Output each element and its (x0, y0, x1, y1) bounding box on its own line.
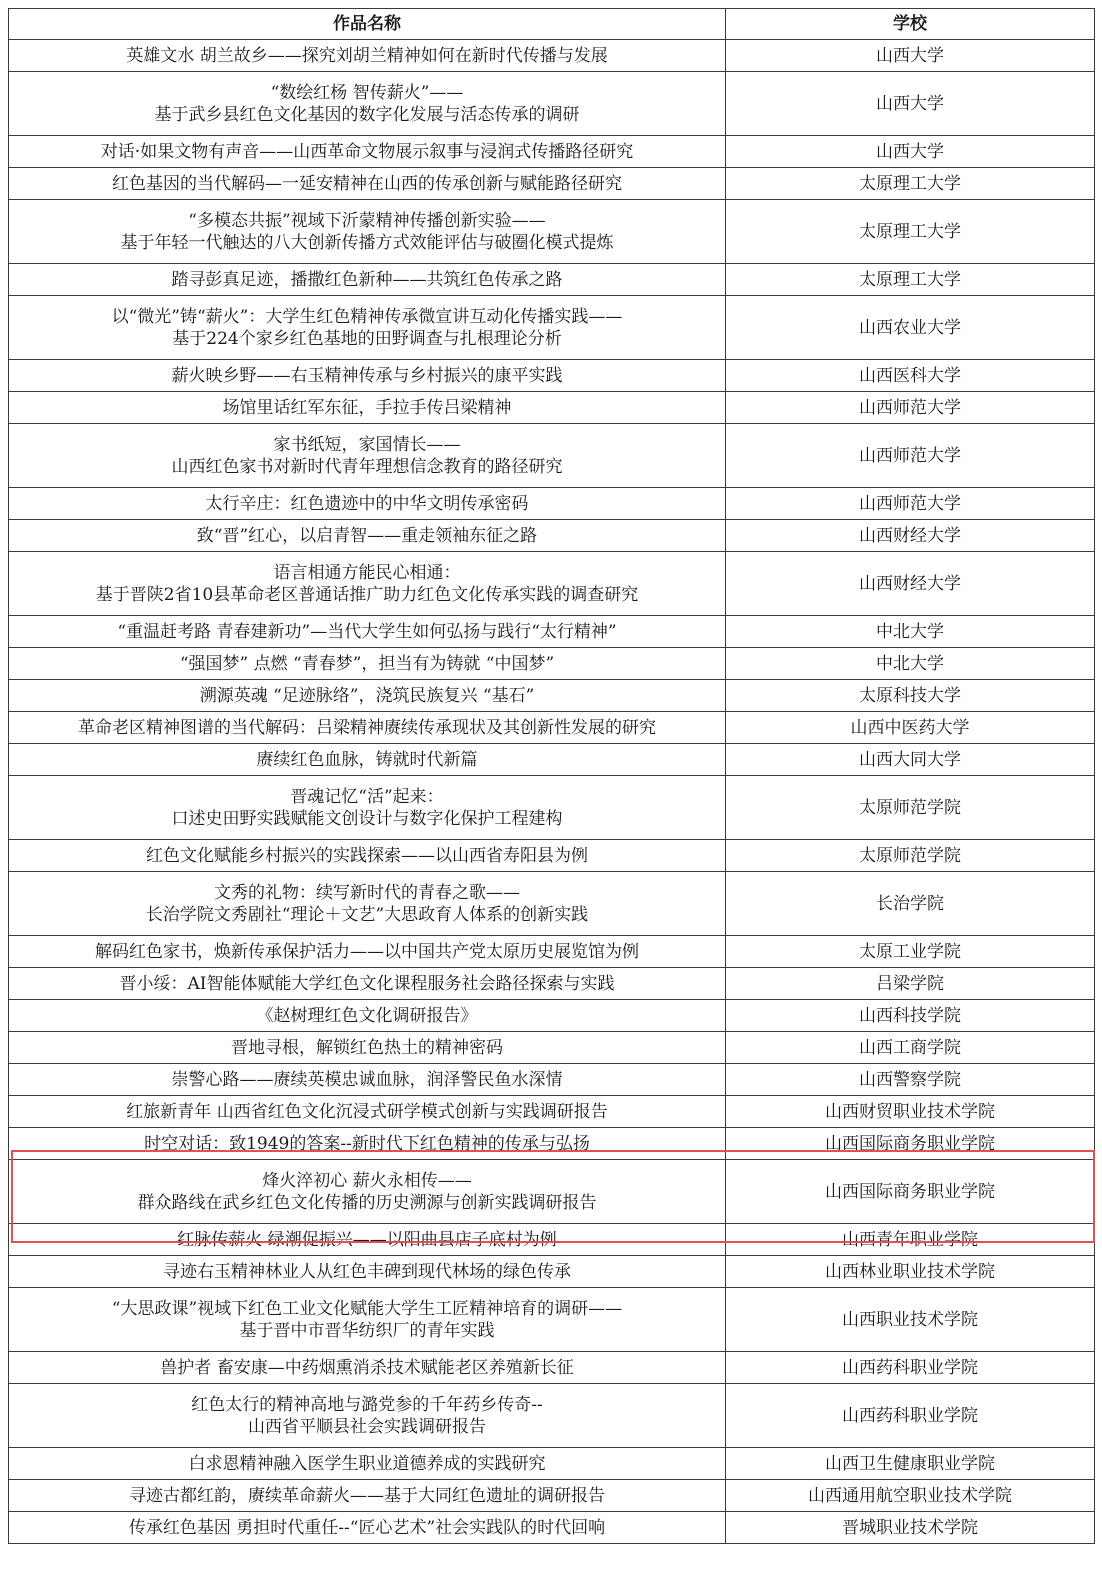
work-title-line: 英雄文水 胡兰故乡——探究刘胡兰精神如何在新时代传播与发展 (126, 45, 608, 66)
work-title-cell (9, 968, 726, 1000)
work-title-cell (9, 488, 726, 520)
work-title-cell (9, 1128, 726, 1160)
work-title-line: 红旅新青年 山西省红色文化沉浸式研学模式创新与实践调研报告 (126, 1101, 608, 1122)
work-title-line: 红色基因的当代解码—一延安精神在山西的传承创新与赋能路径研究 (112, 173, 622, 194)
work-title-cell (9, 264, 726, 296)
table-row (9, 488, 1095, 520)
work-title-cell (9, 1224, 726, 1256)
work-title-line: 太行辛庄：红色遗迹中的中华文明传承密码 (205, 493, 529, 514)
table-row (9, 1256, 1095, 1288)
school-cell: 中北大学 (726, 616, 1095, 648)
school-cell: 山西药科职业学院 (726, 1352, 1095, 1384)
header-school: 学校 (726, 9, 1095, 40)
work-title-cell (9, 40, 726, 72)
work-title-cell (9, 424, 726, 488)
school-cell: 山西财经大学 (726, 552, 1095, 616)
work-title-line: 基于晋陕2省10县革命老区普通话推广助力红色文化传承实践的调查研究 (95, 584, 639, 605)
table-row (9, 296, 1095, 360)
work-title-line: 长治学院文秀剧社“理论＋文艺”大思政育人体系的创新实践 (145, 904, 589, 925)
table-row (9, 520, 1095, 552)
work-title-cell (9, 520, 726, 552)
school-cell: 山西大学 (726, 72, 1095, 136)
school-cell: 山西农业大学 (726, 296, 1095, 360)
work-title-line: 场馆里话红军东征，手拉手传吕梁精神 (222, 397, 512, 418)
table-row (9, 680, 1095, 712)
school-cell: 山西师范大学 (726, 424, 1095, 488)
work-title-line: 红色文化赋能乡村振兴的实践探索——以山西省寿阳县为例 (146, 845, 588, 866)
work-title-line: 烽火淬初心 薪火永相传—— (262, 1170, 472, 1191)
work-title-line: “数绘红杨 智传薪火”—— (270, 82, 464, 103)
table-row (9, 872, 1095, 936)
work-title-line: 家书纸短，家国情长—— (273, 434, 461, 455)
work-title-line: 踏寻彭真足迹，播撒红色新种——共筑红色传承之路 (171, 269, 563, 290)
table-row (9, 1160, 1095, 1224)
table-row (9, 1032, 1095, 1064)
table-row (9, 1224, 1095, 1256)
work-title-cell (9, 1288, 726, 1352)
table-row (9, 264, 1095, 296)
work-title-cell (9, 872, 726, 936)
work-title-cell (9, 1512, 726, 1544)
table-row (9, 72, 1095, 136)
table-row (9, 360, 1095, 392)
header-row (9, 9, 1095, 40)
school-cell: 山西警察学院 (726, 1064, 1095, 1096)
work-title-cell (9, 136, 726, 168)
work-title-line: 寻迹右玉精神林业人从红色丰碑到现代林场的绿色传承 (163, 1261, 571, 1282)
work-title-line: “强国梦” 点燃 “青春梦”，担当有为铸就 “中国梦” (179, 653, 555, 674)
school-cell: 山西师范大学 (726, 392, 1095, 424)
work-title-line: 赓续红色血脉，铸就时代新篇 (256, 749, 478, 770)
work-title-line: 晋魂记忆“活”起来： (290, 786, 444, 807)
school-cell: 太原师范学院 (726, 776, 1095, 840)
work-title-cell (9, 776, 726, 840)
work-title-line: 解码红色家书，焕新传承保护活力——以中国共产党太原历史展览馆为例 (95, 941, 639, 962)
work-title-line: 崇警心路——赓续英模忠诚血脉，润泽警民鱼水深情 (171, 1069, 563, 1090)
school-cell: 太原理工大学 (726, 264, 1095, 296)
school-cell: 山西国际商务职业学院 (726, 1160, 1095, 1224)
work-title-cell (9, 1352, 726, 1384)
school-cell: 山西大学 (726, 136, 1095, 168)
table-row (9, 616, 1095, 648)
work-title-line: 溯源英魂 “足迹脉络”，浇筑民族复兴 “基石” (199, 685, 535, 706)
work-title-cell (9, 1256, 726, 1288)
table-row (9, 1384, 1095, 1448)
work-title-cell (9, 360, 726, 392)
school-cell: 太原工业学院 (726, 936, 1095, 968)
school-cell: 山西林业职业技术学院 (726, 1256, 1095, 1288)
school-cell: 山西医科大学 (726, 360, 1095, 392)
school-cell: 太原科技大学 (726, 680, 1095, 712)
work-title-line: 革命老区精神图谱的当代解码：吕梁精神赓续传承现状及其创新性发展的研究 (78, 717, 656, 738)
table-row (9, 744, 1095, 776)
work-title-line: “多模态共振”视域下沂蒙精神传播创新实验—— (188, 210, 546, 231)
school-cell: 山西师范大学 (726, 488, 1095, 520)
table-row (9, 200, 1095, 264)
school-cell: 山西职业技术学院 (726, 1288, 1095, 1352)
work-title-cell (9, 1096, 726, 1128)
table-row (9, 1000, 1095, 1032)
school-cell: 太原理工大学 (726, 200, 1095, 264)
work-title-line: 基于武乡县红色文化基因的数字化发展与活态传承的调研 (154, 104, 580, 125)
school-cell: 山西财经大学 (726, 520, 1095, 552)
work-title-line: 时空对话：致1949的答案--新时代下红色精神的传承与弘扬 (144, 1133, 590, 1154)
school-cell: 山西大学 (726, 40, 1095, 72)
table-row (9, 936, 1095, 968)
work-title-line: 基于224个家乡红色基地的田野调查与扎根理论分析 (172, 328, 562, 349)
work-title-line: 寻迹古都红韵，赓续革命薪火——基于大同红色遗址的调研报告 (129, 1485, 605, 1506)
work-title-line: 薪火映乡野——右玉精神传承与乡村振兴的康平实践 (171, 365, 563, 386)
work-title-cell (9, 168, 726, 200)
school-cell: 山西国际商务职业学院 (726, 1128, 1095, 1160)
table-row (9, 1096, 1095, 1128)
work-title-cell (9, 72, 726, 136)
work-title-cell (9, 1448, 726, 1480)
work-title-cell (9, 1064, 726, 1096)
work-title-line: 红色太行的精神高地与潞党参的千年药乡传奇-- (191, 1394, 543, 1415)
school-cell: 太原师范学院 (726, 840, 1095, 872)
school-cell: 山西大同大学 (726, 744, 1095, 776)
table-row (9, 1352, 1095, 1384)
table-row (9, 40, 1095, 72)
work-title-cell (9, 1160, 726, 1224)
table-row (9, 1128, 1095, 1160)
work-title-line: 白求恩精神融入医学生职业道德养成的实践研究 (188, 1453, 546, 1474)
school-cell: 山西财贸职业技术学院 (726, 1096, 1095, 1128)
work-title-cell (9, 392, 726, 424)
work-title-line: 对话·如果文物有声音——山西革命文物展示叙事与浸润式传播路径研究 (100, 141, 634, 162)
table-row (9, 1512, 1095, 1544)
work-title-line: 晋小绥：AI智能体赋能大学红色文化课程服务社会路径探索与实践 (119, 973, 615, 994)
work-title-cell (9, 840, 726, 872)
school-cell: 长治学院 (726, 872, 1095, 936)
work-title-line: 山西红色家书对新时代青年理想信念教育的路径研究 (171, 456, 563, 477)
school-cell: 山西工商学院 (726, 1032, 1095, 1064)
table-row (9, 424, 1095, 488)
school-cell: 山西中医药大学 (726, 712, 1095, 744)
school-cell: 山西卫生健康职业学院 (726, 1448, 1095, 1480)
school-cell: 山西科技学院 (726, 1000, 1095, 1032)
work-title-cell (9, 936, 726, 968)
work-title-line: 口述史田野实践赋能文创设计与数字化保护工程建构 (171, 808, 563, 829)
school-cell: 山西青年职业学院 (726, 1224, 1095, 1256)
work-title-cell (9, 296, 726, 360)
work-title-line: 兽护者 畜安康—中药烟熏消杀技术赋能老区养殖新长征 (160, 1357, 574, 1378)
table-row (9, 1480, 1095, 1512)
school-cell: 晋城职业技术学院 (726, 1512, 1095, 1544)
work-title-line: “重温赶考路 青春建新功”—当代大学生如何弘扬与践行“太行精神” (117, 621, 617, 642)
work-title-line: 致“晋”红心，以启青智——重走领袖东征之路 (196, 525, 538, 546)
work-title-line: “大思政课”视域下红色工业文化赋能大学生工匠精神培育的调研—— (111, 1298, 623, 1319)
work-title-cell (9, 1000, 726, 1032)
table-row (9, 168, 1095, 200)
work-title-line: 语言相通方能民心相通： (273, 562, 461, 583)
table-row (9, 136, 1095, 168)
work-title-line: 传承红色基因 勇担时代重任--“匠心艺术”社会实践队的时代回响 (128, 1517, 606, 1538)
work-title-line: 群众路线在武乡红色文化传播的历史溯源与创新实践调研报告 (137, 1192, 597, 1213)
work-title-line: 以“微光”铸“薪火”：大学生红色精神传承微宣讲互动化传播实践—— (111, 306, 623, 327)
table-row (9, 712, 1095, 744)
work-title-cell (9, 1032, 726, 1064)
work-title-cell (9, 200, 726, 264)
table-row (9, 1448, 1095, 1480)
work-title-line: 山西省平顺县社会实践调研报告 (248, 1416, 486, 1437)
work-title-line: 红脉传薪火 绿潮促振兴——以阳曲县店子底村为例 (177, 1229, 557, 1250)
table-row (9, 552, 1095, 616)
work-title-cell (9, 1480, 726, 1512)
school-cell: 山西药科职业学院 (726, 1384, 1095, 1448)
work-title-line: 文秀的礼物：续写新时代的青春之歌—— (214, 882, 520, 903)
table-row (9, 776, 1095, 840)
work-title-line: 基于年轻一代触达的八大创新传播方式效能评估与破圈化模式提炼 (120, 232, 614, 253)
work-title-line: 基于晋中市晋华纺织厂的青年实践 (239, 1320, 495, 1341)
work-title-line: 《赵树理红色文化调研报告》 (256, 1005, 478, 1026)
school-cell: 山西通用航空职业技术学院 (726, 1480, 1095, 1512)
work-title-cell (9, 680, 726, 712)
school-cell: 吕梁学院 (726, 968, 1095, 1000)
table-row (9, 1288, 1095, 1352)
works-table (8, 8, 1095, 1544)
table-row (9, 648, 1095, 680)
work-title-cell (9, 648, 726, 680)
table-row (9, 840, 1095, 872)
work-title-cell (9, 744, 726, 776)
school-cell: 中北大学 (726, 648, 1095, 680)
work-title-cell (9, 712, 726, 744)
work-title-cell (9, 616, 726, 648)
table-row (9, 968, 1095, 1000)
work-title-line: 晋地寻根，解锁红色热土的精神密码 (231, 1037, 503, 1058)
school-cell: 太原理工大学 (726, 168, 1095, 200)
header-work-title: 作品名称 (9, 9, 726, 40)
work-title-cell (9, 1384, 726, 1448)
table-row (9, 1064, 1095, 1096)
table-row (9, 392, 1095, 424)
work-title-cell (9, 552, 726, 616)
